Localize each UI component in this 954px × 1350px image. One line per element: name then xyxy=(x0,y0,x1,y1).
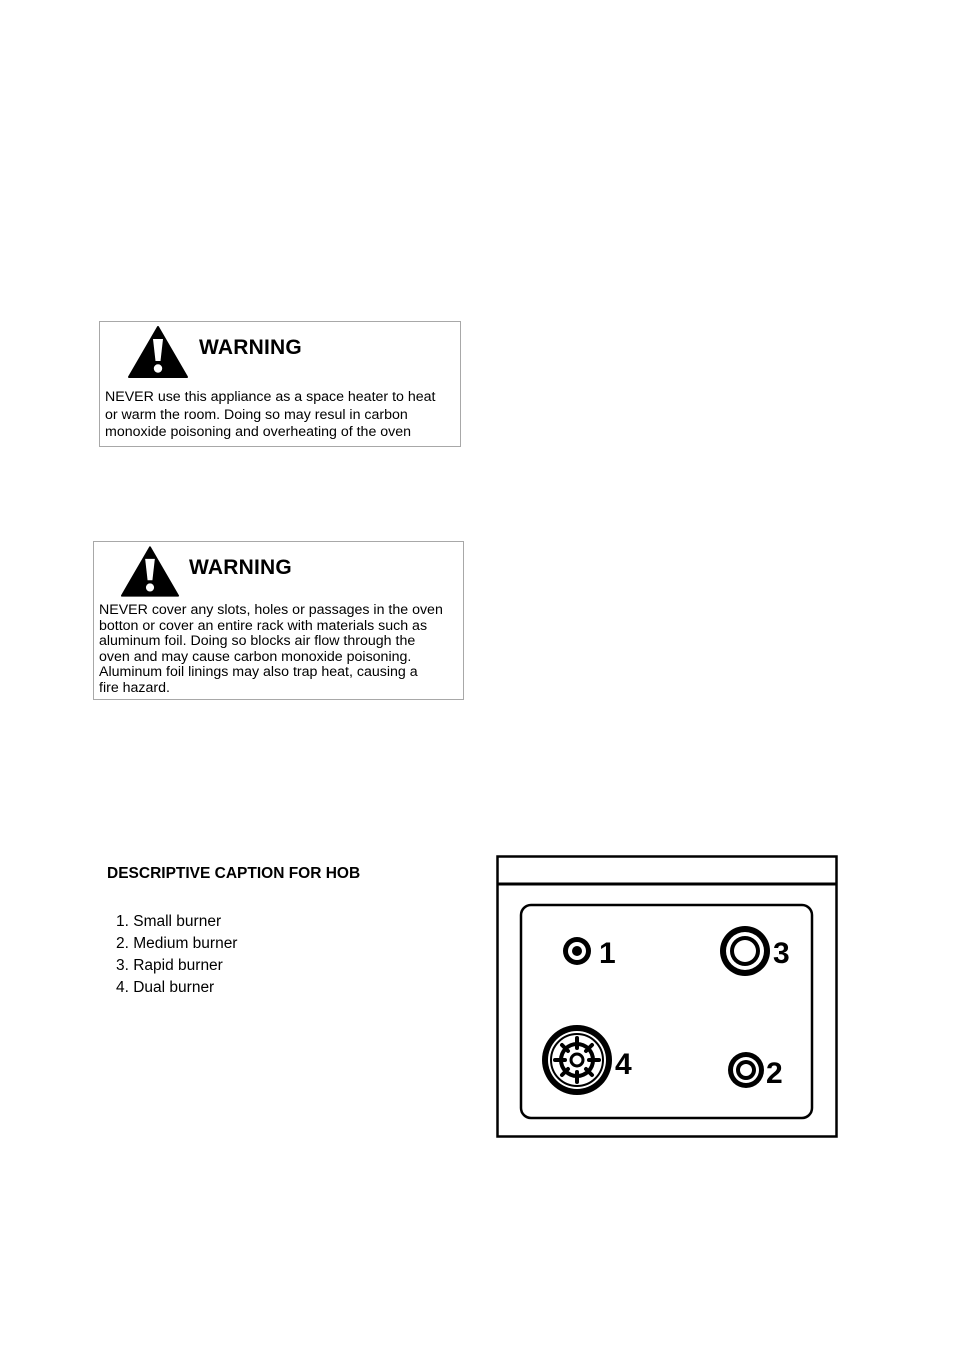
list-item: 3. Rapid burner xyxy=(116,957,223,974)
warning-triangle-icon xyxy=(120,545,180,598)
list-item: 4. Dual burner xyxy=(116,979,215,996)
warning-text: NEVER cover any slots, holes or passages in the oven botton or cover an entire rack with materials such as aluminum foil. Doing so blocks air flow through the oven and may cause carbon monoxide poisoning. Aluminum foil linings may also trap heat, causing a fire hazard. xyxy=(99,602,443,696)
warning-box-heater xyxy=(99,321,461,447)
burner-label-3: 3 xyxy=(773,937,790,970)
warning-triangle-icon xyxy=(127,325,189,379)
warning-title: WARNING xyxy=(189,556,292,579)
burner-label-4: 4 xyxy=(615,1048,632,1081)
list-item: 1. Small burner xyxy=(116,913,222,930)
rapid-burner-icon xyxy=(720,926,770,976)
warning-title: WARNING xyxy=(199,336,302,359)
dual-burner-icon xyxy=(542,1025,612,1095)
warning-text: NEVER use this appliance as a space heater to heat or warm the room. Doing so may resul in carbon monoxide poisoning and overheating of the oven xyxy=(105,389,436,440)
small-burner-icon xyxy=(563,937,591,965)
hob-caption-title: DESCRIPTIVE CAPTION FOR HOB xyxy=(107,865,361,882)
hob-diagram xyxy=(496,855,838,1138)
list-item: 2. Medium burner xyxy=(116,935,238,952)
burner-label-2: 2 xyxy=(766,1057,783,1090)
medium-burner-icon xyxy=(728,1052,764,1088)
burner-list xyxy=(116,911,237,999)
burner-label-1: 1 xyxy=(599,937,616,970)
warning-box-ventilation xyxy=(93,541,464,700)
